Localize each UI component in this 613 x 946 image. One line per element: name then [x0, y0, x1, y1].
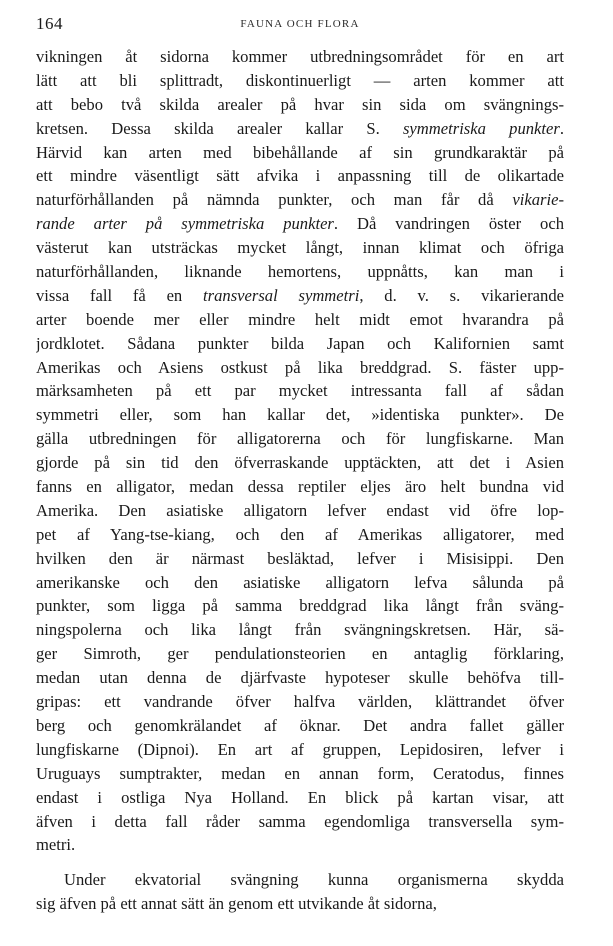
text-line: [36, 690, 564, 714]
text-run: Under ekvatorial svängning kunna organismerna skydda: [64, 870, 564, 890]
text-run: att bebo två skilda arealer på hvar sin sida om svängnings-: [36, 94, 564, 114]
text-run: amerikanske och den asiatiske alligatorn lefva sålunda på: [36, 572, 564, 592]
text-line: [36, 260, 564, 284]
italic-text: vikarie-: [512, 190, 564, 210]
text-run: gälla utbredningen för alligatorerna och för lungfiskarne. Man: [36, 429, 564, 449]
text-line: [36, 427, 564, 451]
text-run: hvilken den är närmast besläktad, lefver i Misisippi. Den: [36, 548, 564, 568]
text-run: ningspolerna och lika långt från svängningskretsen. Här, sä-: [36, 620, 564, 640]
text-line: [36, 308, 564, 332]
text-line: [36, 332, 564, 356]
text-run: punkter, som ligga på samma breddgrad lika långt från sväng-: [36, 596, 564, 616]
text-line: [36, 642, 564, 666]
text-run: Amerika. Den asiatiske alligatorn lefver endast vid öfre lop-: [36, 500, 564, 520]
body-text: [36, 45, 564, 916]
text-line: [36, 499, 564, 523]
text-line: [36, 833, 564, 857]
text-line: [36, 594, 564, 618]
text-run: , d. v. s. vikarierande: [359, 285, 564, 305]
page-number: 164: [36, 14, 63, 33]
text-run: medan utan denna de djärfvaste hypoteser skulle behöfva till-: [36, 668, 564, 688]
text-run: Härvid kan arten med bibehållande af sin grundkaraktär på: [36, 142, 564, 162]
text-run: naturförhållanden på nämnda punkter, och man får då: [36, 190, 513, 210]
running-title: FAUNA OCH FLORA: [240, 18, 360, 30]
text-line: [36, 547, 564, 571]
text-line: [36, 475, 564, 499]
text-line: [36, 284, 564, 308]
text-line: [36, 141, 564, 165]
text-line: [36, 69, 564, 93]
text-line: [36, 212, 564, 236]
text-line: [36, 379, 564, 403]
text-line: [36, 523, 564, 547]
text-run: .: [559, 118, 564, 138]
italic-text: transversal symmetri: [203, 285, 360, 305]
text-line: [36, 714, 564, 738]
text-run: Uruguays sumptrakter, medan en annan form, Ceratodus, finnes: [36, 763, 564, 783]
text-run: . Då vandringen öster och: [333, 214, 564, 234]
text-line: [36, 93, 564, 117]
text-line: [36, 45, 564, 69]
italic-text: symmetriska punkter: [402, 118, 560, 138]
text-run: arter boende mer eller mindre helt midt emot hvarandra på: [36, 309, 564, 329]
text-line: [36, 762, 564, 786]
text-line: [36, 666, 564, 690]
text-line: [36, 810, 564, 834]
text-line: [36, 164, 564, 188]
running-header: [36, 14, 564, 34]
text-run: västerut kan utsträckas mycket långt, innan klimat och öfriga: [36, 238, 564, 258]
text-run: fanns en alligator, medan dessa reptiler eljes äro helt bundna vid: [36, 477, 564, 497]
text-run: endast i ostliga Nya Holland. En blick på kartan visar, att: [36, 787, 564, 807]
text-run: lungfiskarne (Dipnoi). En art af gruppen, Lepidosiren, lefver i: [36, 739, 564, 759]
text-run: metri.: [36, 835, 76, 855]
text-line: [36, 356, 564, 380]
text-run: jordklotet. Sådana punkter bilda Japan och Kalifornien samt: [36, 333, 564, 353]
text-run: ger Simroth, ger pendulationsteorien en antaglig förklaring,: [36, 644, 564, 664]
text-run: vissa fall få en: [36, 285, 204, 305]
text-run: äfven i detta fall råder samma egendomliga transversella sym-: [36, 811, 564, 831]
text-run: gjorde på sin tid den öfverraskande upptäckten, att det i Asien: [36, 453, 564, 473]
text-line: [36, 786, 564, 810]
text-line: [36, 618, 564, 642]
text-run: ett mindre väsentligt sätt afvika i anpassning till de olikartade: [36, 166, 564, 186]
text-run: lätt att bli splittradt, diskontinuerligt — arten kommer att: [36, 70, 564, 90]
text-line: [36, 892, 564, 916]
text-line: [36, 403, 564, 427]
text-line: [36, 188, 564, 212]
text-run: vikningen åt sidorna kommer utbredningsområdet för en art: [36, 47, 564, 66]
text-line: [36, 451, 564, 475]
text-line: [36, 868, 564, 892]
text-run: symmetri eller, som han kallar det, »identiska punkter». De: [36, 405, 564, 425]
text-run: pet af Yang-tse-kiang, och den af Amerikas alligatorer, med: [36, 524, 564, 544]
italic-text: rande arter på symmetriska punkter: [36, 214, 334, 234]
text-run: naturförhållanden, liknande hemortens, uppnåtts, kan man i: [36, 262, 564, 282]
text-run: sig äfven på ett annat sätt än genom ett utvikande åt sidorna,: [36, 894, 437, 914]
text-run: Amerikas och Asiens ostkust på lika breddgrad. S. fäster upp-: [36, 357, 564, 377]
text-line: [36, 117, 564, 141]
text-line: [36, 738, 564, 762]
text-line: [36, 571, 564, 595]
text-run: kretsen. Dessa skilda arealer kallar S.: [36, 118, 403, 138]
text-run: märksamheten på ett par mycket intressanta fall af sådan: [36, 381, 564, 401]
text-run: gripas: ett vandrande öfver halfva världen, klättrandet öfver: [36, 692, 564, 712]
text-run: berg och genomkrälandet af öknar. Det andra fallet gäller: [36, 715, 564, 735]
text-line: [36, 236, 564, 260]
